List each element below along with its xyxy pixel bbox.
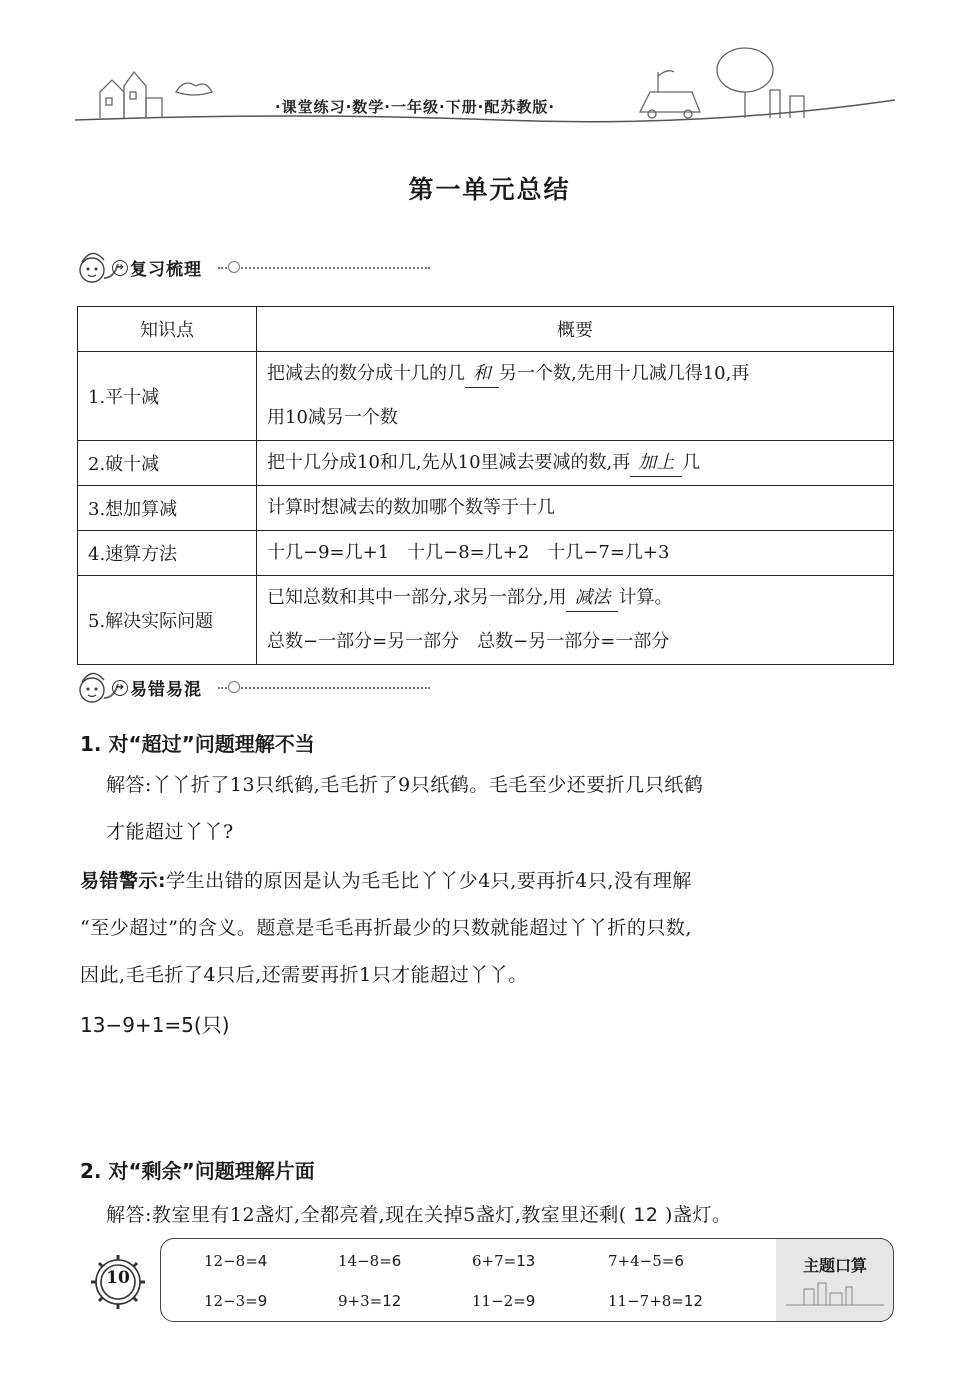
- math-item: 12−8=4: [204, 1252, 268, 1270]
- warning-label: 易错警示:: [80, 870, 167, 892]
- table-row: [78, 441, 894, 486]
- section-label: 易错易混: [130, 680, 202, 700]
- table-row: [78, 486, 894, 531]
- question-1-warning: 易错警示:学生出错的原因是认为毛毛比丫丫少4只,要再折4只,没有理解 “至少超过”的含义。题意是毛毛再折最少的只数就能超过丫丫折的只数, 因此,毛毛折了4只后,还需要再折1只才能超过丫丫。: [80, 870, 692, 986]
- table-row: [78, 531, 894, 576]
- badge-label: 主题口算: [802, 1256, 867, 1275]
- answer-value: 12: [626, 1204, 665, 1226]
- page-footer: [88, 1238, 893, 1322]
- header-summary: 概要: [257, 307, 894, 352]
- math-item: 9+3=12: [338, 1292, 402, 1310]
- answer-blank: 加上: [630, 450, 682, 477]
- table-row: [78, 352, 894, 441]
- row-point: 4.速算方法: [78, 531, 257, 576]
- ring-icon: [228, 681, 240, 693]
- math-item: 11−7+8=12: [608, 1292, 703, 1310]
- row-point: 3.想加算减: [78, 486, 257, 531]
- row-point: 5.解决实际问题: [78, 576, 257, 665]
- page-title: 第一单元总结: [408, 175, 571, 204]
- row-summary: 把减去的数分成十几的几 和 另一个数,先用十几减几得10,再 用10减另一个数: [257, 352, 894, 441]
- answer-blank: 减法: [566, 585, 618, 612]
- table-row: [78, 576, 894, 665]
- question-1-title: 1. 对“超过”问题理解不当: [80, 732, 315, 756]
- row-point: 1.平十减: [78, 352, 257, 441]
- ring-icon: [228, 261, 240, 273]
- section-head-mistakes: [76, 668, 436, 708]
- section-head-review: [76, 248, 436, 288]
- math-item: 7+4−5=6: [608, 1252, 684, 1270]
- dotted-divider: [218, 687, 430, 689]
- question-1-calculation: 13−9+1=5(只): [80, 1013, 230, 1037]
- row-summary: 把十几分成10和几,先从10里减去要减的数,再 加上 几: [257, 441, 894, 486]
- table-header-row: [78, 307, 894, 352]
- city-skyline-icon: [776, 1239, 894, 1323]
- section-label: 复习梳理: [130, 260, 202, 280]
- math-item: 11−2=9: [472, 1292, 536, 1310]
- question-2-answer: 解答:教室里有12盏灯,全都亮着,现在关掉5盏灯,教室里还剩( 12 )盏灯。: [106, 1204, 732, 1226]
- question-2-title: 2. 对“剩余”问题理解片面: [80, 1159, 315, 1183]
- row-summary: 十几−9=几+1 十几−8=几+2 十几−7=几+3: [257, 531, 894, 576]
- question-1-answer: 解答:丫丫折了13只纸鹤,毛毛折了9只纸鹤。毛毛至少还要折几只纸鹤 才能超过丫丫?: [106, 774, 704, 843]
- arrow-right-icon: ➔: [112, 260, 128, 276]
- row-summary: 已知总数和其中一部分,求另一部分,用 减法 计算。 总数−一部分=另一部分 总数−另一部分=一部分: [257, 576, 894, 665]
- math-item: 14−8=6: [338, 1252, 402, 1270]
- row-point: 2.破十减: [78, 441, 257, 486]
- row-summary: 计算时想减去的数加哪个数等于十几: [257, 486, 894, 531]
- knowledge-table: [77, 306, 894, 665]
- header-point: 知识点: [78, 307, 257, 352]
- page-number: 10: [106, 1268, 130, 1288]
- theme-badge: [776, 1238, 894, 1322]
- page-header: [0, 0, 979, 135]
- dotted-divider: [218, 267, 430, 269]
- arrow-right-icon: ➔: [112, 680, 128, 696]
- math-item: 12−3=9: [204, 1292, 268, 1310]
- math-item: 6+7=13: [472, 1252, 536, 1270]
- answer-blank: 和: [465, 361, 499, 388]
- series-title: ·课堂练习·数学·一年级·下册·配苏教版·: [274, 98, 556, 116]
